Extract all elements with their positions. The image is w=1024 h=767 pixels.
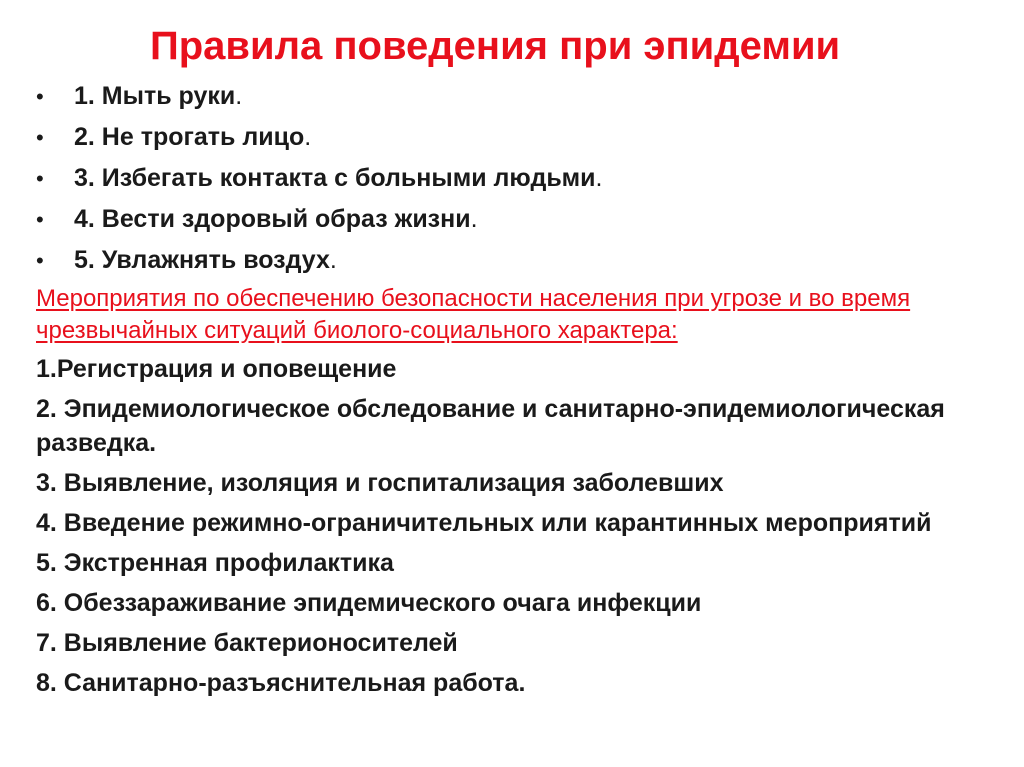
measure-item: 2. Эпидемиологическое обследование и санитарно-эпидемиологическая разведка. bbox=[36, 395, 945, 457]
measures-list bbox=[36, 352, 996, 706]
bullet-icon: • bbox=[36, 124, 44, 150]
rule-text: 5. Увлажнять воздух bbox=[74, 246, 330, 274]
rule-text: 2. Не трогать лицо bbox=[74, 123, 305, 151]
rule-end: . bbox=[235, 82, 243, 110]
measure-item: 5. Экстренная профилактика bbox=[36, 549, 394, 577]
measures-heading: Мероприятия по обеспечению безопасности населения при угрозе и во время чрезвычайных ситуаций биолого-социального характера: bbox=[36, 285, 911, 344]
rule-end: . bbox=[595, 164, 603, 192]
measure-item: 6. Обеззараживание эпидемического очага инфекции bbox=[36, 589, 702, 617]
rule-text: 4. Вести здоровый образ жизни bbox=[74, 205, 471, 233]
rule-end: . bbox=[304, 123, 312, 151]
rule-item bbox=[36, 199, 603, 240]
bullet-icon: • bbox=[36, 206, 44, 232]
measure-item: 1.Регистрация и оповещение bbox=[36, 355, 397, 383]
rule-end: . bbox=[470, 205, 478, 233]
rule-item bbox=[36, 117, 603, 158]
slide-title: Правила поведения при эпидемии bbox=[150, 24, 841, 68]
rule-item bbox=[36, 240, 603, 281]
rule-text: 1. Мыть руки bbox=[74, 82, 236, 110]
measure-item: 7. Выявление бактерионосителей bbox=[36, 629, 458, 657]
rule-text: 3. Избегать контакта с больными людьми bbox=[74, 164, 596, 192]
rules-list bbox=[36, 76, 603, 281]
bullet-icon: • bbox=[36, 247, 44, 273]
bullet-icon: • bbox=[36, 165, 44, 191]
measure-item: 3. Выявление, изоляция и госпитализация заболевших bbox=[36, 469, 724, 497]
rule-item bbox=[36, 76, 603, 117]
rule-item bbox=[36, 158, 603, 199]
measure-item: 4. Введение режимно-ограничительных или карантинных мероприятий bbox=[36, 509, 932, 537]
bullet-icon: • bbox=[36, 83, 44, 109]
rule-end: . bbox=[329, 246, 337, 274]
measure-item: 8. Санитарно-разъяснительная работа. bbox=[36, 669, 526, 697]
